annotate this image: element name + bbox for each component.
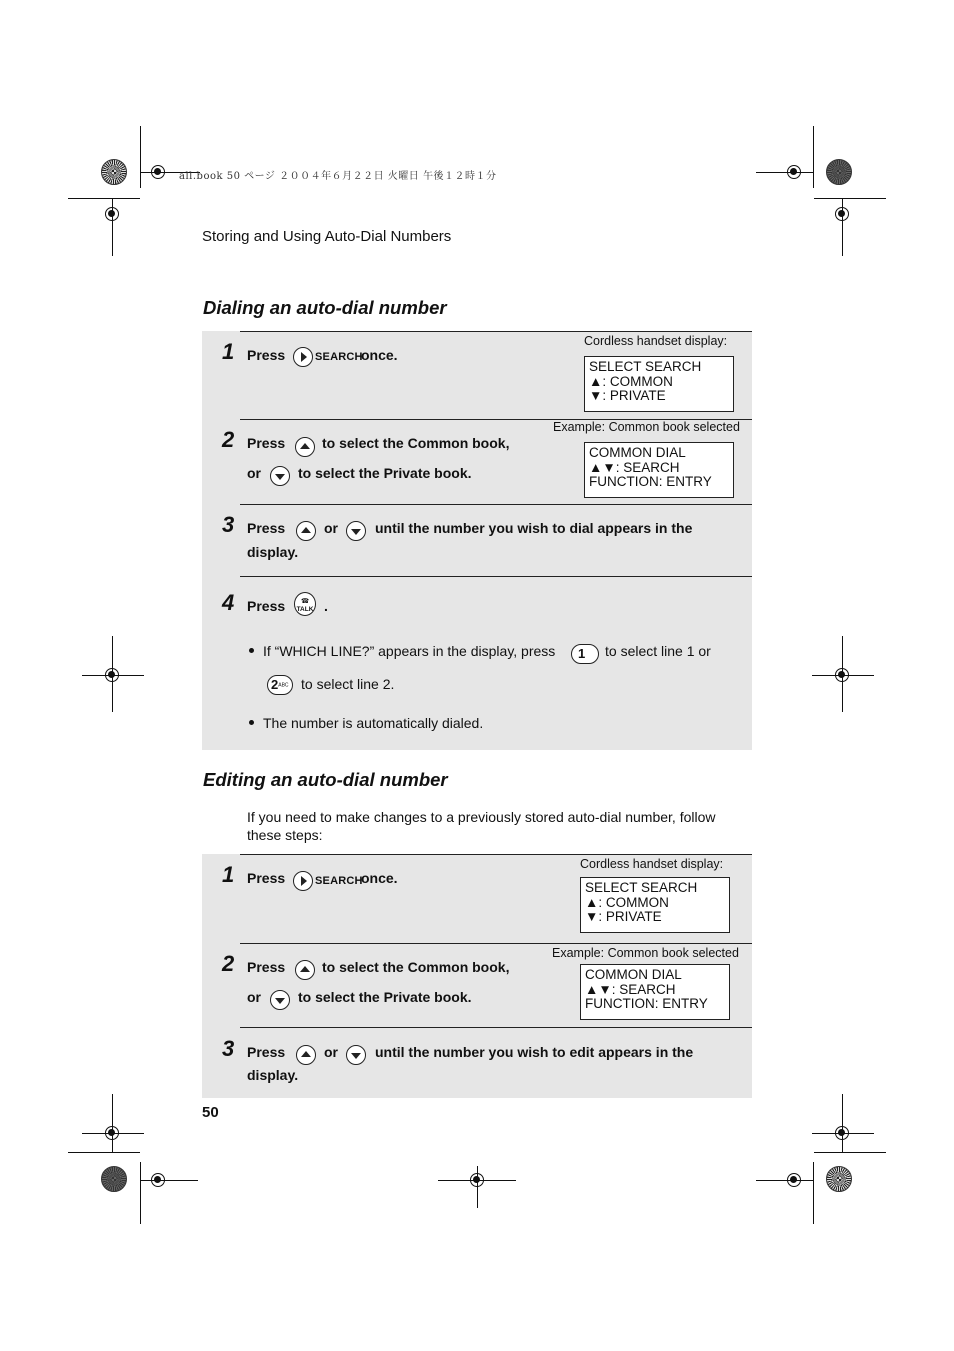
- page-number: 50: [202, 1104, 219, 1121]
- key-2-icon: 2ABC: [267, 675, 293, 695]
- up-arrow-key-icon: [296, 521, 316, 541]
- down-arrow-key-icon: [346, 1045, 366, 1065]
- step-text: once.: [361, 870, 398, 886]
- step-text: to select the Private book.: [298, 465, 472, 481]
- example-caption: Example: Common book selected: [552, 946, 739, 960]
- step-text: or: [324, 1044, 338, 1060]
- key-1-icon: 1: [571, 644, 599, 664]
- step-text: display.: [247, 1067, 299, 1083]
- file-header: all.book 50 ページ ２００４年６月２２日 火曜日 午後１２時１分: [179, 171, 497, 182]
- lcd-display: COMMON DIAL ▲▼: SEARCH FUNCTION: ENTRY: [584, 442, 734, 498]
- step-text: Press: [247, 870, 286, 886]
- step-text: Press: [247, 598, 286, 614]
- section-title-dialing: Dialing an auto-dial number: [203, 297, 447, 318]
- divider: [240, 504, 752, 505]
- bullet-text: The number is automatically dialed.: [263, 715, 484, 731]
- step-number: 4: [222, 590, 235, 615]
- down-arrow-key-icon: [270, 466, 290, 486]
- step-text: to select the Common book,: [322, 959, 510, 975]
- divider: [240, 331, 752, 332]
- right-arrow-key-icon: [293, 347, 313, 367]
- step-text: display.: [247, 544, 299, 560]
- bullet-text: to select line 1 or: [605, 643, 711, 659]
- running-header: Storing and Using Auto-Dial Numbers: [202, 228, 452, 245]
- down-arrow-key-icon: [270, 990, 290, 1010]
- down-arrow-key-icon: [346, 521, 366, 541]
- step-text: until the number you wish to edit appears in the: [375, 1044, 694, 1060]
- step-number: 3: [222, 512, 235, 537]
- step-number: 2: [222, 427, 235, 452]
- bullet-text: If “WHICH LINE?” appears in the display, press: [263, 643, 556, 659]
- lcd-display: SELECT SEARCH ▲: COMMON ▼: PRIVATE: [580, 877, 730, 933]
- step-text: or: [247, 989, 261, 1005]
- step-number: 1: [222, 339, 235, 364]
- step-text: Press: [247, 347, 286, 363]
- step-number: 3: [222, 1036, 235, 1061]
- bullet-icon: [249, 720, 254, 725]
- right-arrow-key-icon: [293, 871, 313, 891]
- search-key-label: SEARCH: [315, 875, 363, 887]
- step-text: to select the Private book.: [298, 989, 472, 1005]
- step-text: Press: [247, 959, 286, 975]
- lcd-display: SELECT SEARCH ▲: COMMON ▼: PRIVATE: [584, 356, 734, 412]
- step-text: Press: [247, 520, 286, 536]
- up-arrow-key-icon: [296, 1045, 316, 1065]
- divider: [240, 576, 752, 577]
- step-number: 1: [222, 862, 235, 887]
- step-text: once.: [361, 347, 398, 363]
- step-text: Press: [247, 435, 286, 451]
- up-arrow-key-icon: [295, 960, 315, 980]
- divider: [240, 1027, 752, 1028]
- step-text: Press: [247, 1044, 286, 1060]
- step-text: .: [324, 598, 328, 614]
- bullet-icon: [249, 648, 254, 653]
- search-key-label: SEARCH: [315, 351, 363, 363]
- talk-key-icon: ☎ TALK: [294, 592, 316, 616]
- section-title-editing: Editing an auto-dial number: [203, 769, 448, 790]
- step-text: or: [324, 520, 338, 536]
- talk-key-label: TALK: [296, 606, 314, 613]
- step-text: to select the Common book,: [322, 435, 510, 451]
- divider: [240, 943, 752, 944]
- step-number: 2: [222, 951, 235, 976]
- bullet-text: to select line 2.: [301, 676, 395, 692]
- step-text: until the number you wish to dial appears in the: [375, 520, 693, 536]
- intro-text: these steps:: [247, 827, 323, 843]
- up-arrow-key-icon: [295, 437, 315, 457]
- lcd-display: COMMON DIAL ▲▼: SEARCH FUNCTION: ENTRY: [580, 964, 730, 1020]
- step-text: or: [247, 465, 261, 481]
- divider: [240, 854, 752, 855]
- display-caption: Cordless handset display:: [580, 857, 724, 871]
- example-caption: Example: Common book selected: [553, 420, 740, 434]
- display-caption: Cordless handset display:: [584, 334, 728, 348]
- intro-text: If you need to make changes to a previously stored auto-dial number, follow: [247, 809, 716, 825]
